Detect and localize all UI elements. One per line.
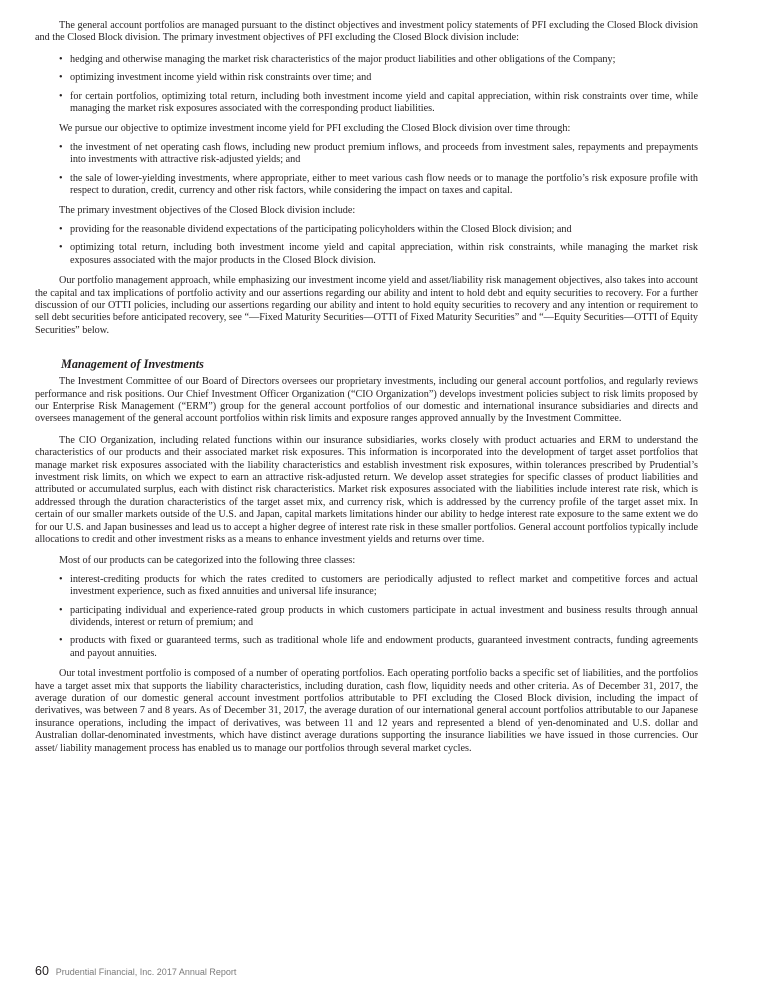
pursue-lead: We pursue our objective to optimize investment income yield for PFI excluding the Closed Block division over time through: (59, 123, 571, 135)
investment-committee-paragraph: The Investment Committee of our Board of Directors oversees our proprietary investments, including our general account portfolios, and regularly reviews performance and risk positions. Our Chief Investment Officer Organization (“CIO Organization”) develops investment policies subject to risk limits proposed by our Enterprise Risk Management (“ERM”) group for the general account portfolios of our domestic and international insurance subsidiaries and directs and oversees management of the general account portfolios within risk limits and exposure ranges approved annually by the Investment Committee. (35, 376, 698, 425)
list-item: • hedging and otherwise managing the market risk characteristics of the major product liabilities and other obligations of the Company; (59, 54, 698, 66)
intro-paragraph: The general account portfolios are managed pursuant to the distinct objectives and investment policy statements of PFI excluding the Closed Block division and the Closed Block division. The primary investment objectives of PFI excluding the Closed Block division include: (35, 20, 698, 44)
page-number: 60 (35, 964, 49, 978)
portfolio-duration-paragraph: Our total investment portfolio is composed of a number of operating portfolios. Each operating portfolio backs a specific set of liabilities, and the portfolios have a target asset mix that supports the liability characteristics, including duration, cash flow, liquidity needs and other criteria. As of December 31, 2017, the average duration of our domestic general account investment portfolios attributable to PFI excluding the Closed Block division, including the impact of derivatives, was between 7 and 8 years. As of December 31, 2017, the average duration of our international general account portfolios attributable to our Japanese insurance operations, including the impact of derivatives, was between 11 and 12 years and represented a blend of yen-denominated and U.S. dollar and Australian dollar-denominated investments, which have distinct average durations supporting the insurance liabilities we have issued in those currencies. Our asset/ liability management process has enabled us to manage our portfolios through several market cycles. (35, 668, 698, 754)
page-footer (35, 965, 236, 979)
intro-objectives-list (35, 54, 698, 116)
list-item: • the sale of lower-yielding investments, where appropriate, either to meet various cash flow needs or to manage the portfolio’s risk exposure profile with respect to duration, credit, currency and other risk factors, while considering the impact on taxes and capital. (59, 173, 698, 198)
closed-block-lead: The primary investment objectives of the Closed Block division include: (59, 205, 356, 217)
list-item: • the investment of net operating cash flows, including new product premium inflows, and proceeds from investment sales, repayments and prepayments into investments with attractive risk-adjusted yields; and (59, 142, 698, 167)
approach-paragraph: Our portfolio management approach, while emphasizing our investment income yield and asset/liability risk management objectives, also takes into account the capital and tax implications of portfolio activity and our assertions regarding our ability and intent to hold debt and equity securities to recovery. For a further discussion of our OTTI policies, including our assertions regarding our ability and intent to hold equity securities to recovery and any intention or requirement to sell debt securities before anticipated recovery, see “—Fixed Maturity Securities—OTTI of Fixed Maturity Securities” and “—Equity Securities—OTTI of Equity Securities” below. (35, 275, 698, 336)
product-classes-lead: Most of our products can be categorized into the following three classes: (59, 555, 356, 567)
report-name: Prudential Financial, Inc. 2017 Annual Report (55, 967, 237, 977)
list-item: • providing for the reasonable dividend expectations of the participating policyholders within the Closed Block division; and (59, 224, 698, 236)
cio-organization-paragraph: The CIO Organization, including related functions within our insurance subsidiaries, works closely with product actuaries and ERM to understand the characteristics of our products and their associated market risk exposures. This information is incorporated into the development of target asset portfolios that manage market risk exposures associated with the liability characteristics and establish investment risk exposures, within tolerances prescribed by Prudential’s investment risk limits, on which we expect to earn an attractive risk-adjusted return. We develop asset strategies for specific classes of product liabilities and attributed or accumulated surplus, each with distinct risk characteristics. Market risk exposures associated with the liabilities include interest rate risk, which is addressed through the duration characteristics of the target asset mix, and currency risk, which is addressed by the currency profile of the target asset mix. In certain of our smaller markets outside of the U.S. and Japan, capital markets limitations hinder our ability to hedge interest rate exposure to the same extent we do for our U.S. and Japan businesses and lead us to accept a higher degree of interest rate risk in these smaller portfolios. General account portfolios typically include allocations to credit and other investment risks as a means to enhance investment yields and returns over time. (35, 434, 698, 545)
list-item: • interest-crediting products for which the rates credited to customers are periodically adjusted to reflect market and competitive forces and actual investment experience, such as fixed annuities and universal life insurance; (59, 574, 698, 599)
list-item: • participating individual and experience-rated group products in which customers participate in actual investment and business results through annual dividends, interest or return of premium; and (59, 605, 698, 630)
closed-block-list (35, 224, 698, 267)
product-classes-list (35, 574, 698, 660)
list-item: • optimizing total return, including both investment income yield and capital appreciation, within risk constraints, while managing the market risk exposures associated with the major products in the Closed Block division. (59, 242, 698, 267)
pursue-list (35, 142, 698, 198)
section-heading: Management of Investments (61, 357, 204, 372)
list-item: • optimizing investment income yield within risk constraints over time; and (59, 72, 698, 84)
page-body (35, 20, 698, 764)
list-item: • products with fixed or guaranteed terms, such as traditional whole life and endowment products, guaranteed investment contracts, funding agreements and payout annuities. (59, 635, 698, 660)
list-item: • for certain portfolios, optimizing total return, including both investment income yield and capital appreciation, within risk constraints over time, while managing the market risk exposures associated with the corresponding product liabilities. (59, 91, 698, 116)
